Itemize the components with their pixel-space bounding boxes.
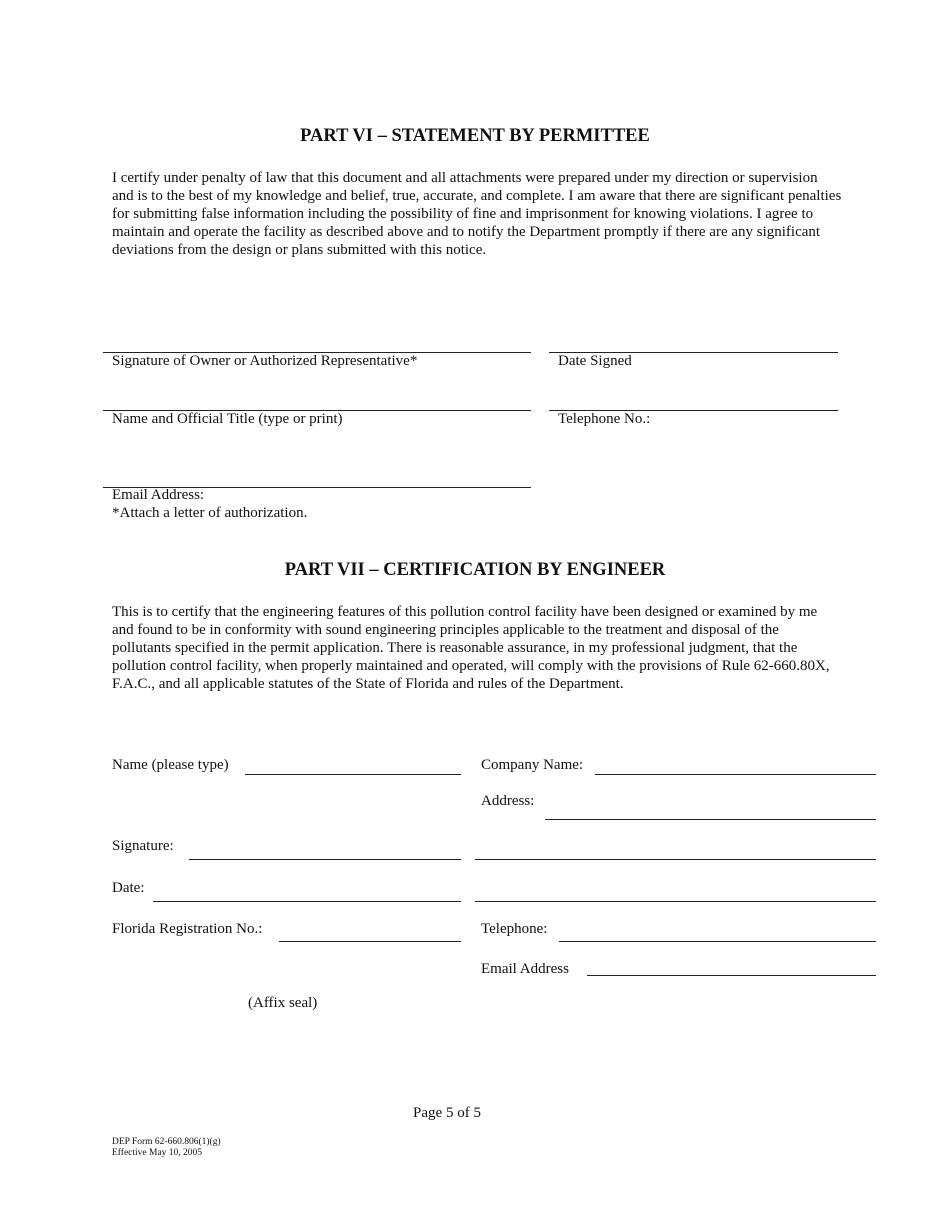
part6-statement: I certify under penalty of law that this document and all attachments were prepared under my direction or supervision and is to the best of my knowledge and belief, true, accurate, and complete. I am aware that there are significant penalties for submitting false information including the possibility of fine and imprisonment for knowing violations. I agree to maintain and operate the facility as described above and to notify the Department promptly if there are any significant deviations from the design or plans submitted with this notice. [112, 170, 842, 258]
name-title-label: Name and Official Title (type or print) [112, 411, 343, 427]
address-line-2[interactable] [475, 859, 876, 860]
engineer-email-line[interactable] [587, 975, 876, 976]
address-line-1[interactable] [545, 819, 876, 820]
email-label: Email Address: [112, 487, 205, 503]
registration-line[interactable] [279, 941, 461, 942]
engineer-name-label: Name (please type) [112, 757, 229, 773]
engineer-date-label: Date: [112, 880, 145, 896]
telephone-label: Telephone No.: [558, 411, 651, 427]
registration-label: Florida Registration No.: [112, 921, 263, 937]
engineer-email-label: Email Address [481, 961, 569, 977]
effective-date: Effective May 10, 2005 [112, 1147, 203, 1158]
address-line-3[interactable] [475, 901, 876, 902]
affix-seal-label: (Affix seal) [248, 995, 318, 1011]
engineer-date-line[interactable] [153, 901, 461, 902]
form-id: DEP Form 62-660.806(1)(g) [112, 1137, 221, 1147]
engineer-telephone-label: Telephone: [481, 921, 548, 937]
date-signed-label: Date Signed [558, 353, 632, 369]
part7-title: PART VII – CERTIFICATION BY ENGINEER [284, 560, 666, 580]
engineer-name-line[interactable] [245, 774, 461, 775]
engineer-signature-label: Signature: [112, 838, 174, 854]
address-label: Address: [481, 793, 535, 809]
engineer-signature-line[interactable] [189, 859, 461, 860]
company-name-label: Company Name: [481, 757, 584, 773]
form-footer [112, 1137, 221, 1158]
engineer-telephone-line[interactable] [559, 941, 876, 942]
part6-title: PART VI – STATEMENT BY PERMITTEE [300, 126, 650, 146]
part7-certification: This is to certify that the engineering features of this pollution control facility have been designed or examined by me and found to be in conformity with sound engineering principles applicable to the treatment and disposal of the pollutants specified in the permit application. There is reasonable assurance, in my professional judgment, that the pollution control facility, when properly maintained and operated, will comply with the provisions of Rule 62-660.80X, F.A.C., and all applicable statutes of the State of Florida and rules of the Department. [112, 604, 830, 692]
authorization-note: *Attach a letter of authorization. [112, 505, 308, 521]
owner-signature-label: Signature of Owner or Authorized Representative* [112, 353, 418, 369]
page-number: Page 5 of 5 [413, 1105, 481, 1121]
company-name-line[interactable] [595, 774, 876, 775]
